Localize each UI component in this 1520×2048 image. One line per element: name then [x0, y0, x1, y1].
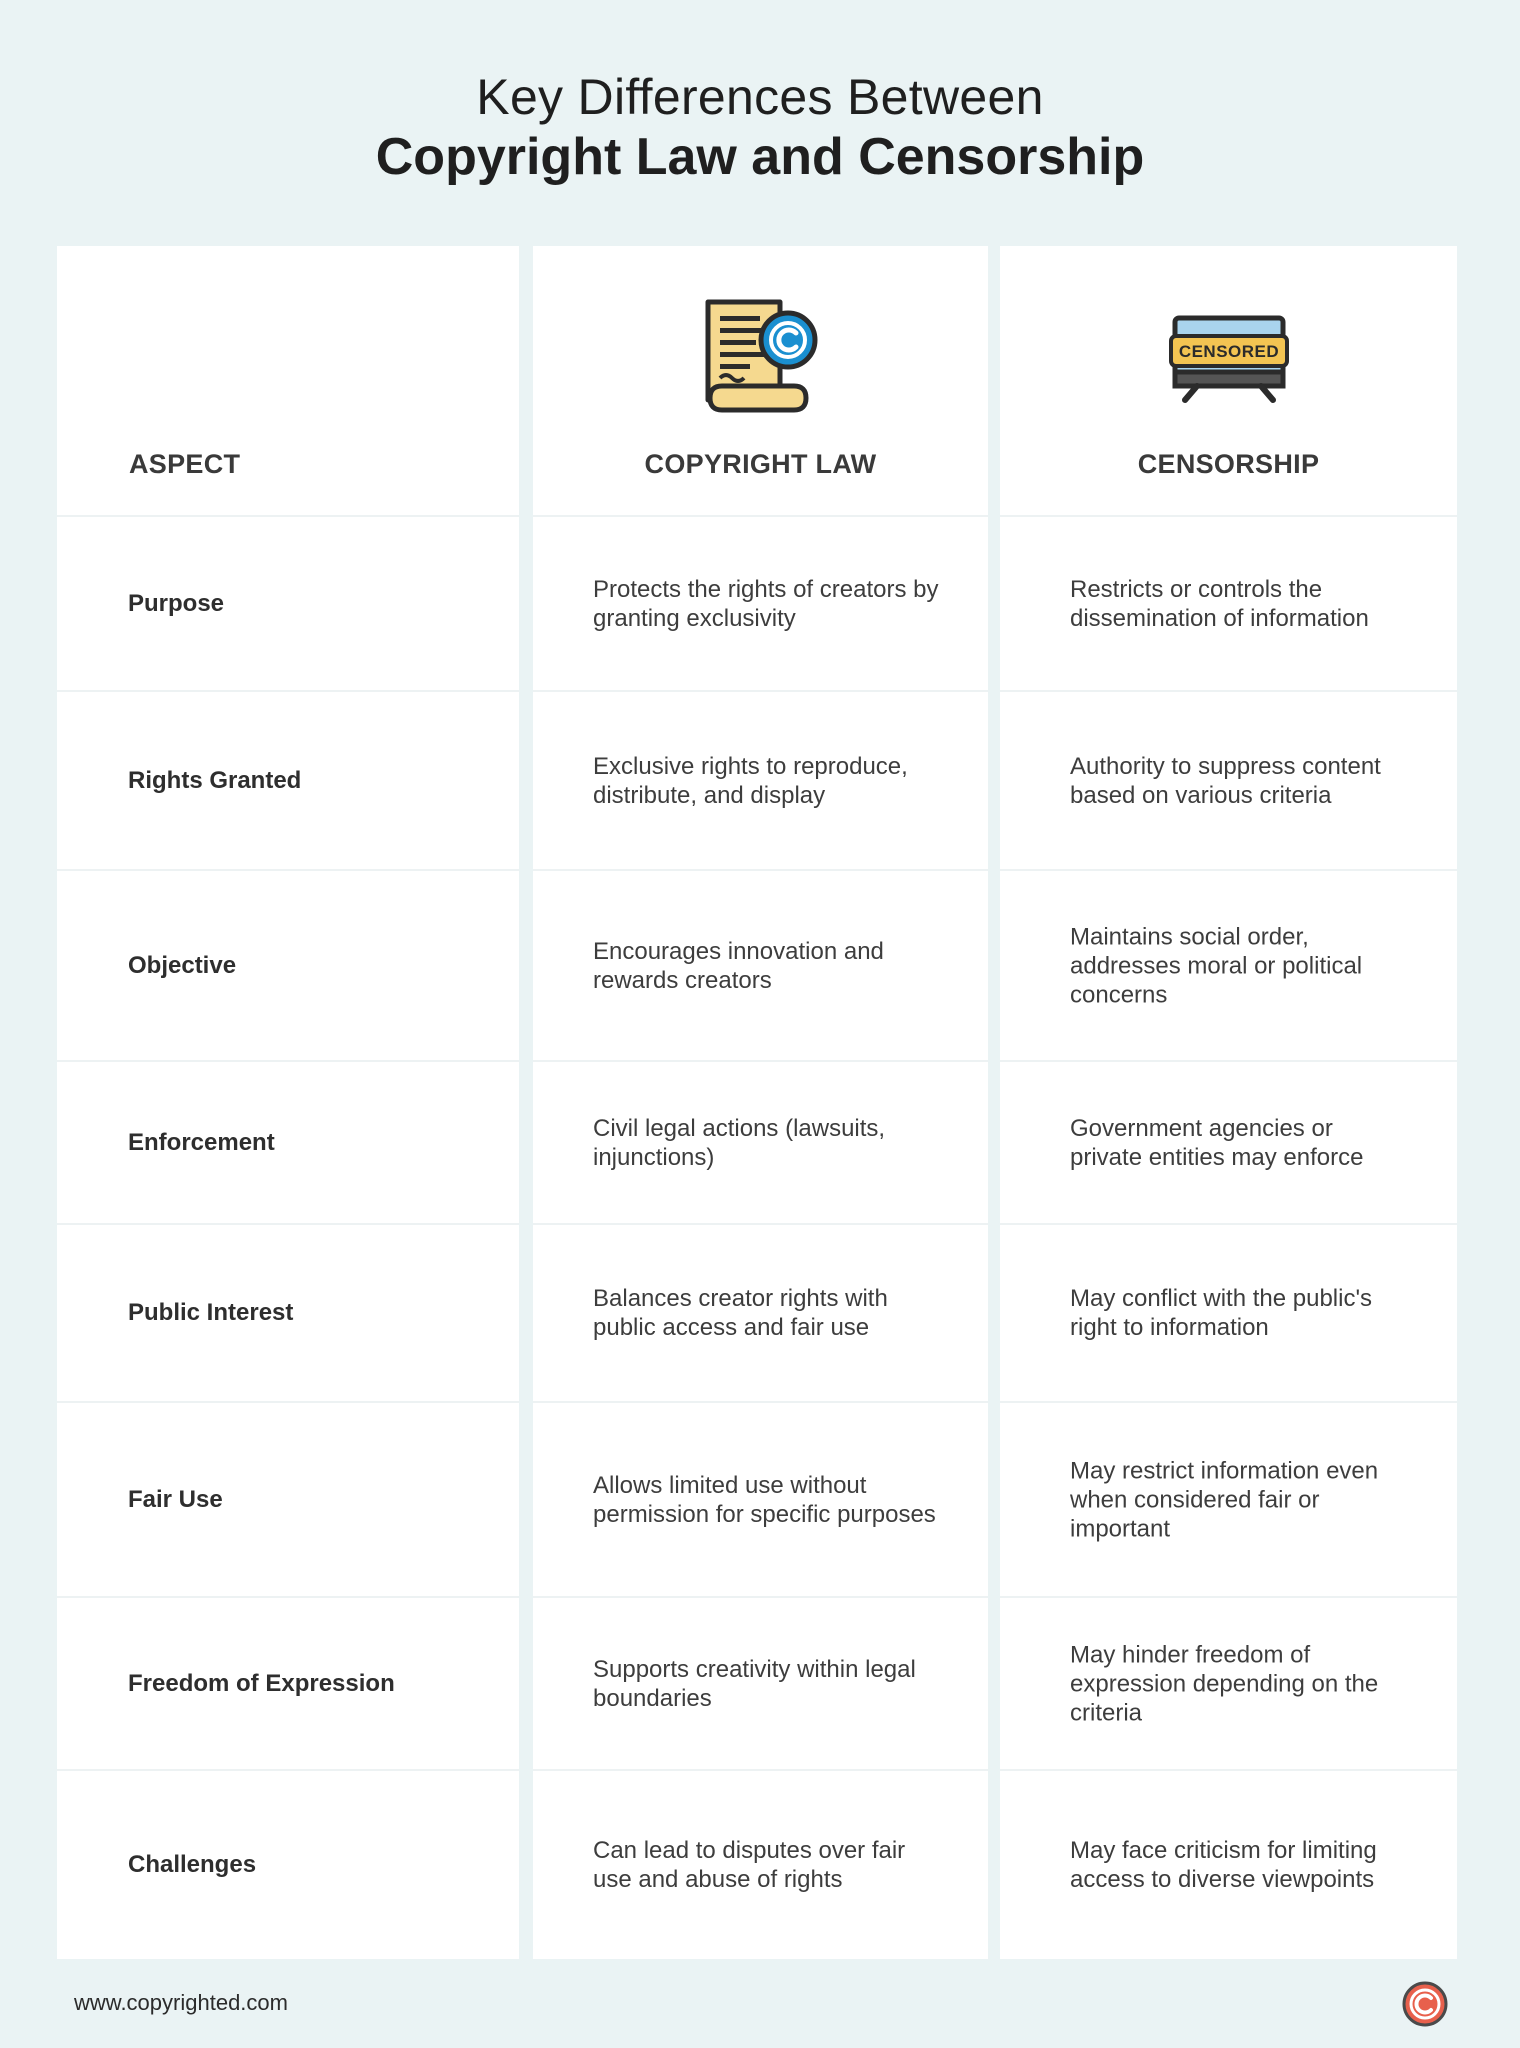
header-copyright: COPYRIGHT LAW — [644, 449, 877, 479]
table-row — [57, 1223, 519, 1401]
table-row — [1000, 1769, 1457, 1959]
aspect-label: Purpose — [128, 589, 225, 617]
table-row — [533, 869, 988, 1060]
table-row — [57, 515, 519, 690]
censorship-text: May hinder freedom of expression depending on the criteria — [1070, 1641, 1379, 1726]
censorship-text: May restrict information even when considered fair or important — [1070, 1457, 1379, 1542]
table-row — [57, 1060, 519, 1223]
table-row — [57, 690, 519, 869]
table-row — [57, 1769, 519, 1959]
title-line-1: Key Differences Between — [476, 69, 1044, 125]
copyright-text: Civil legal actions (lawsuits, injunctions) — [593, 1114, 886, 1171]
table-row — [533, 1060, 988, 1223]
aspect-label: Objective — [128, 951, 237, 979]
table-row — [1000, 1596, 1457, 1769]
copyright-text: Can lead to disputes over fair use and abuse of rights — [593, 1837, 906, 1893]
table-row — [533, 1769, 988, 1959]
censorship-text: Authority to suppress content based on various criteria — [1070, 752, 1381, 809]
copyright-text: Balances creator rights with public access and fair use — [593, 1285, 888, 1341]
censorship-column — [1000, 246, 1457, 1959]
copyright-document-icon — [702, 296, 820, 421]
aspect-label: Rights Granted — [128, 766, 302, 794]
table-row — [1000, 515, 1457, 690]
censored-screen-icon — [1169, 314, 1289, 411]
censorship-text: Restricts or controls the dissemination of information — [1070, 575, 1369, 632]
aspect-column — [57, 246, 519, 1959]
header-censorship: CENSORSHIP — [1137, 449, 1320, 479]
header-cell-aspect — [57, 246, 519, 515]
copyright-text: Protects the rights of creators by granting exclusivity — [593, 575, 939, 632]
table-row — [1000, 1060, 1457, 1223]
censorship-text: Government agencies or private entities may enforce — [1070, 1114, 1364, 1171]
aspect-label: Challenges — [128, 1851, 257, 1878]
aspect-label: Freedom of Expression — [128, 1669, 395, 1697]
copyright-logo-icon[interactable] — [1401, 1980, 1449, 2033]
copyright-text: Exclusive rights to reproduce, distribute, and display — [593, 752, 908, 809]
copyright-text: Encourages innovation and rewards creators — [593, 937, 884, 994]
table-row — [533, 1223, 988, 1401]
table-row — [533, 1401, 988, 1596]
censorship-text: Maintains social order, addresses moral or political concerns — [1070, 923, 1363, 1008]
censorship-text: May face criticism for limiting access to diverse viewpoints — [1070, 1837, 1377, 1893]
table-row — [1000, 1223, 1457, 1401]
copyright-text: Supports creativity within legal boundaries — [593, 1655, 916, 1712]
table-row — [1000, 869, 1457, 1060]
header-cell-censorship — [1000, 246, 1457, 515]
table-row — [533, 690, 988, 869]
header-aspect: ASPECT — [129, 449, 241, 479]
header-cell-copyright — [533, 246, 988, 515]
table-row — [57, 869, 519, 1060]
copyright-text: Allows limited use without permission for specific purposes — [593, 1471, 936, 1528]
aspect-label: Fair Use — [128, 1485, 223, 1513]
table-row — [533, 515, 988, 690]
title-line-2: Copyright Law and Censorship — [375, 128, 1145, 186]
table-row — [1000, 1401, 1457, 1596]
table-row — [1000, 690, 1457, 869]
copyright-column — [533, 246, 988, 1959]
censored-label: CENSORED — [1178, 342, 1279, 361]
table-row — [57, 1596, 519, 1769]
aspect-label: Public Interest — [128, 1299, 294, 1326]
page-title — [0, 68, 1520, 188]
aspect-label: Enforcement — [128, 1128, 275, 1156]
footer-url[interactable]: www.copyrighted.com — [74, 1990, 288, 2015]
table-row — [57, 1401, 519, 1596]
censorship-text: May conflict with the public's right to information — [1070, 1285, 1373, 1341]
table-row — [533, 1596, 988, 1769]
